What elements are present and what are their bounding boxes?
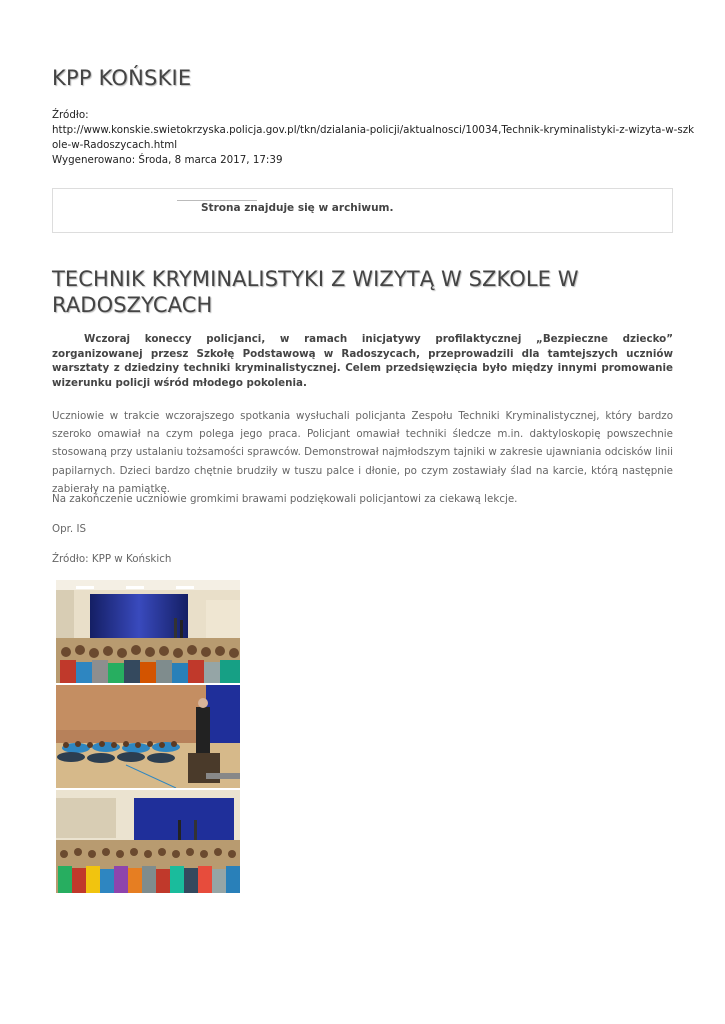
archive-divider (177, 200, 257, 201)
source-url-line1[interactable]: http://www.konskie.swietokrzyska.policja.gov.pl/tkn/dzialania-policji/aktualnosci/10034,Technik-kryminalistyki-z-wizyta-w-szk (52, 124, 695, 136)
article-lead: Wczoraj koneccy policjanci, w ramach inicjatywy profilaktycznej „Bezpieczne dziecko” zorganizowanej przesz Szkołę Podstawową w Radoszycach, przeprowadzili dla tamtejszych uczniów warsztaty z dziedziny techniki kryminalistycznej. Celem przedsięwzięcia było między innymi promowanie wizerunku policji wśród młodego pokolenia. (52, 333, 673, 389)
photo-illustration (56, 580, 240, 683)
source-meta (52, 108, 695, 168)
site-title: KPP KOŃSKIE (52, 66, 192, 90)
article-source: Źródło: KPP w Końskich (52, 553, 172, 565)
article-paragraph: Na zakończenie uczniowie gromkimi brawami podziękowali policjantowi za ciekawą lekcje. (52, 493, 518, 505)
archive-notice: Strona znajduje się w archiwum. (201, 202, 394, 214)
archive-notice-box (52, 188, 673, 233)
article-photo[interactable] (56, 685, 240, 788)
article-photo[interactable] (56, 790, 240, 893)
article-photo[interactable] (56, 580, 240, 683)
source-url-line2[interactable]: ole-w-Radoszycach.html (52, 139, 178, 151)
photo-illustration (56, 685, 240, 788)
article-title: TECHNIK KRYMINALISTYKI Z WIZYTĄ W SZKOLE W RADOSZYCACH (52, 267, 579, 317)
article-author: Opr. IS (52, 523, 87, 535)
photo-illustration (56, 790, 240, 893)
generated-date: Wygenerowano: Środa, 8 marca 2017, 17:39 (52, 154, 283, 166)
source-label: Źródło: (52, 109, 89, 121)
article-paragraph: Uczniowie w trakcie wczorajszego spotkania wysłuchali policjanta Zespołu Techniki Kryminalistycznej, który bardzo szeroko omawiał na czym polega jego praca. Policjant omawiał techniki śledcze m.in. daktyloskopię powszechnie stosowaną przy ustalaniu tożsamości sprawców. Demonstrował najmłodszym tajniki w zakresie ujawniania odcisków linii papilarnych. Dzieci bardzo chętnie brudziły w tuszu palce i dłonie, po czym zostawiały ślad na karcie, którą następnie zabierały na pamiątkę. (52, 410, 673, 495)
